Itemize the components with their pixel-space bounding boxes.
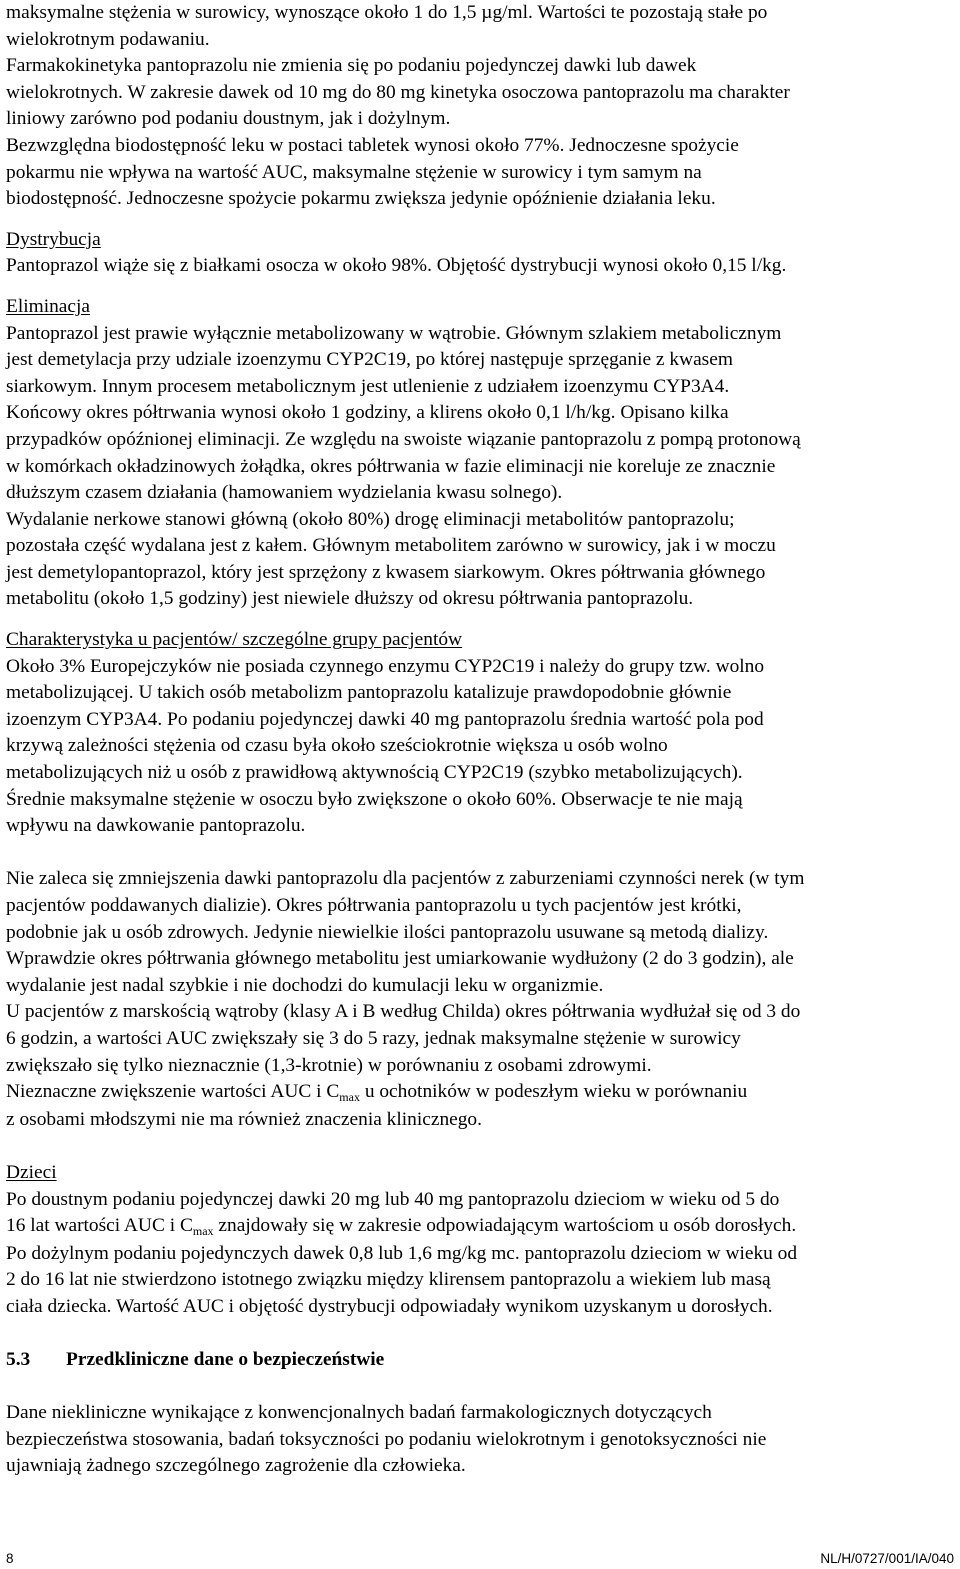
text-line: w komórkach okładzinowych żołądka, okres półtrwania w fazie eliminacji nie koreluje ze znacznie xyxy=(6,455,776,477)
text-line: maksymalne stężenia w surowicy, wynoszące około 1 do 1,5 µg/ml. Wartości te pozostają stałe po xyxy=(6,2,768,23)
text-line: wydalanie jest nadal szybkie i nie dochodzi do kumulacji leku w organizmie. xyxy=(6,974,604,996)
text-line: Średnie maksymalne stężenie w osoczu było zwiększone o około 60%. Obserwacje te nie mają xyxy=(6,788,743,810)
text-line: metabolizującej. U takich osób metabolizm pantoprazolu katalizuje prawdopodobnie głównie xyxy=(6,682,732,704)
section-title: Przedkliniczne dane o bezpieczeństwie xyxy=(66,1349,385,1371)
text-line: 6 godzin, a wartości AUC zwiększały się 3 do 5 razy, jednak maksymalne stężenie w surowicy xyxy=(6,1027,741,1049)
text-line: biodostępność. Jednoczesne spożycie pokarmu zwiększa jedynie opóźnienie działania leku. xyxy=(6,188,716,210)
text-line-cmax xyxy=(6,1079,954,1107)
text-line: izoenzym CYP3A4. Po podaniu pojedynczej dawki 40 mg pantoprazolu średnia wartość pola pod xyxy=(6,708,764,730)
text-fragment: znajdowały się w zakresie odpowiadającym wartościom u osób dorosłych. xyxy=(213,1215,797,1237)
text-fragment: Nieznaczne zwiększenie wartości AUC i C xyxy=(6,1081,340,1103)
text-line: wielokrotnych. W zakresie dawek od 10 mg do 80 mg kinetyka osoczowa pantoprazolu ma charakter xyxy=(6,81,790,103)
paragraph-charakterystyka xyxy=(6,654,954,840)
text-line: metabolizujących niż u osób z prawidłową aktywnością CYP2C19 (szybko metabolizujących). xyxy=(6,762,743,784)
text-line: pokarmu nie wpływa na wartość AUC, maksymalne stężenie w surowicy i tym samym na xyxy=(6,161,702,183)
subscript: max xyxy=(192,1224,214,1239)
text-line: ciała dziecka. Wartość AUC i objętość dystrybucji odpowiadały wynikom uzyskanym u dorosłych. xyxy=(6,1295,773,1317)
document-code: NL/H/0727/001/IA/040 xyxy=(820,1551,954,1566)
text-line: liniowy zarówno pod podaniu doustnym, jak i dożylnym. xyxy=(6,108,451,130)
section-heading xyxy=(6,1347,954,1374)
text-line: Pantoprazol wiąże się z białkami osocza w około 98%. Objętość dystrybucji wynosi około 0,15 l/kg. xyxy=(6,255,787,277)
text-line: metabolitu (około 1,5 godziny) jest niewiele dłuższy od okresu półtrwania pantoprazolu. xyxy=(6,588,694,610)
paragraph-bezpieczenstwo xyxy=(6,1400,954,1480)
subheading-dystrybucja: Dystrybucja xyxy=(6,228,101,250)
text-fragment: u ochotników w podeszłym wieku w porównaniu xyxy=(359,1081,748,1103)
text-line: siarkowym. Innym procesem metabolicznym jest utlenienie z udziałem izoenzymu CYP3A4. xyxy=(6,375,730,397)
text-line: wielokrotnym podawaniu. xyxy=(6,28,210,50)
text-line: Po doustnym podaniu pojedynczej dawki 20 mg lub 40 mg pantoprazolu dzieciom w wieku od 5 do xyxy=(6,1188,780,1210)
subheading-dzieci: Dzieci xyxy=(6,1161,57,1183)
text-line: Pantoprazol jest prawie wyłącznie metabolizowany w wątrobie. Głównym szlakiem metabolicznym xyxy=(6,322,782,344)
text-line: pacjentów poddawanych dializie). Okres półtrwania pantoprazolu u tych pacjentów jest krótki, xyxy=(6,895,742,916)
text-line: pozostała część wydalana jest z kałem. Głównym metabolitem zarówno w surowicy, jak i w moczu xyxy=(6,535,776,557)
text-line: jest demetylacja przy udziale izoenzymu CYP2C19, po której następuje sprzęganie z kwasem xyxy=(6,349,733,371)
text-line: z osobami młodszymi nie ma również znaczenia klinicznego. xyxy=(6,1108,482,1130)
paragraph-dzieci xyxy=(6,1187,954,1321)
text-fragment: 16 lat wartości AUC i C xyxy=(6,1215,193,1237)
text-line: bezpieczeństwa stosowania, badań toksyczności po podaniu wielokrotnym i genotoksyczności nie xyxy=(6,1428,767,1450)
text-line: krzywą zależności stężenia od czasu była około sześciokrotnie większa u osób wolno xyxy=(6,735,668,757)
text-line: zwiększało się tylko nieznacznie (1,3-krotnie) w porównaniu z osobami zdrowymi. xyxy=(6,1054,652,1076)
text-line: Nie zaleca się zmniejszenia dawki pantoprazolu dla pacjentów z zaburzeniami czynności nerek (w tym xyxy=(6,868,805,890)
paragraph-eliminacja xyxy=(6,321,954,614)
text-line: wpływu na dawkowanie pantoprazolu. xyxy=(6,815,306,837)
paragraph-nerki-watroba xyxy=(6,866,954,1133)
document-page xyxy=(6,0,954,1480)
text-line-cmax xyxy=(6,1213,954,1241)
text-line: Farmakokinetyka pantoprazolu nie zmienia się po podaniu pojedynczej dawki lub dawek xyxy=(6,55,697,77)
paragraph-absorption xyxy=(6,0,954,213)
subscript: max xyxy=(339,1090,360,1105)
text-line: dłuższym czasem działania (hamowaniem wydzielania kwasu solnego). xyxy=(6,482,563,504)
text-line: U pacjentów z marskością wątroby (klasy A i B według Childa) okres półtrwania wydłużał się od 3 do xyxy=(6,1001,801,1023)
text-line: Końcowy okres półtrwania wynosi około 1 godziny, a klirens około 0,1 l/h/kg. Opisano kilka xyxy=(6,402,729,424)
text-line: podobnie jak u osób zdrowych. Jedynie niewielkie ilości pantoprazolu usuwane są metodą dializy. xyxy=(6,921,769,943)
subheading-charakterystyka: Charakterystyka u pacjentów/ szczególne grupy pacjentów xyxy=(6,629,463,651)
text-line: ujawniają żadnego szczególnego zagrożenie dla człowieka. xyxy=(6,1455,466,1477)
text-line: 2 do 16 lat nie stwierdzono istotnego związku między klirensem pantoprazolu a wiekiem lub masą xyxy=(6,1269,771,1291)
text-line: przypadków opóźnionej eliminacji. Ze względu na swoiste wiązanie pantoprazolu z pompą protonową xyxy=(6,428,801,450)
text-line: Wydalanie nerkowe stanowi główną (około 80%) drogę eliminacji metabolitów pantoprazolu; xyxy=(6,508,735,530)
text-line: jest demetylopantoprazol, który jest sprzężony z kwasem siarkowym. Okres półtrwania głównego xyxy=(6,561,766,583)
text-line: Dane niekliniczne wynikające z konwencjonalnych badań farmakologicznych dotyczących xyxy=(6,1402,712,1424)
page-number: 8 xyxy=(6,1551,14,1566)
section-number: 5.3 xyxy=(6,1349,31,1371)
text-line: Około 3% Europejczyków nie posiada czynnego enzymu CYP2C19 i należy do grupy tzw. wolno xyxy=(6,655,765,677)
text-line: Wprawdzie okres półtrwania głównego metabolitu jest umiarkowanie wydłużony (2 do 3 godzin), ale xyxy=(6,948,794,970)
text-line: Po dożylnym podaniu pojedynczych dawek 0,8 lub 1,6 mg/kg mc. pantoprazolu dzieciom w wieku od xyxy=(6,1242,798,1264)
subheading-eliminacja: Eliminacja xyxy=(6,295,90,317)
text-line: Bezwzględna biodostępność leku w postaci tabletek wynosi około 77%. Jednoczesne spożycie xyxy=(6,134,739,156)
